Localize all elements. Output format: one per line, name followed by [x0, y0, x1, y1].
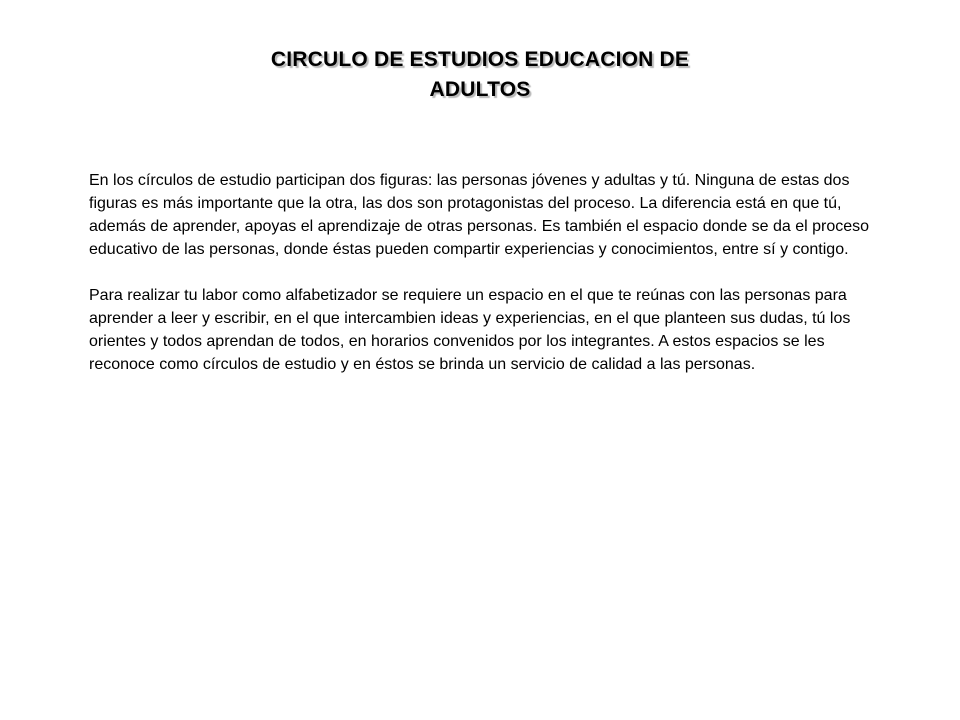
title-line-2: ADULTOS [429, 78, 531, 101]
page-title [180, 45, 780, 105]
paragraph-study-circles: Para realizar tu labor como alfabetizador se requiere un espacio en el que te reúnas con las personas para aprender a leer y escribir, en el que intercambien ideas y experiencias, en el que planteen sus dudas, tú los orientes y todos aprendan de todos, en horarios convenidos por los integrantes. A estos espacios se les reconoce como círculos de estudio y en éstos se brinda un servicio de calidad a las personas. [89, 287, 851, 373]
body-text [89, 169, 889, 376]
title-line-1: CIRCULO DE ESTUDIOS EDUCACION DE [270, 48, 690, 71]
paragraph-participants: En los círculos de estudio participan dos figuras: las personas jóvenes y adultas y tú. Ninguna de estas dos figuras es más importante que la otra, las dos son protagonistas del proceso. La diferencia está en que tú, además de aprender, apoyas el aprendizaje de otras personas. Es también el espacio donde se da el proceso educativo de las personas, donde éstas pueden compartir experiencias y conocimientos, entre sí y contigo. [89, 172, 870, 258]
